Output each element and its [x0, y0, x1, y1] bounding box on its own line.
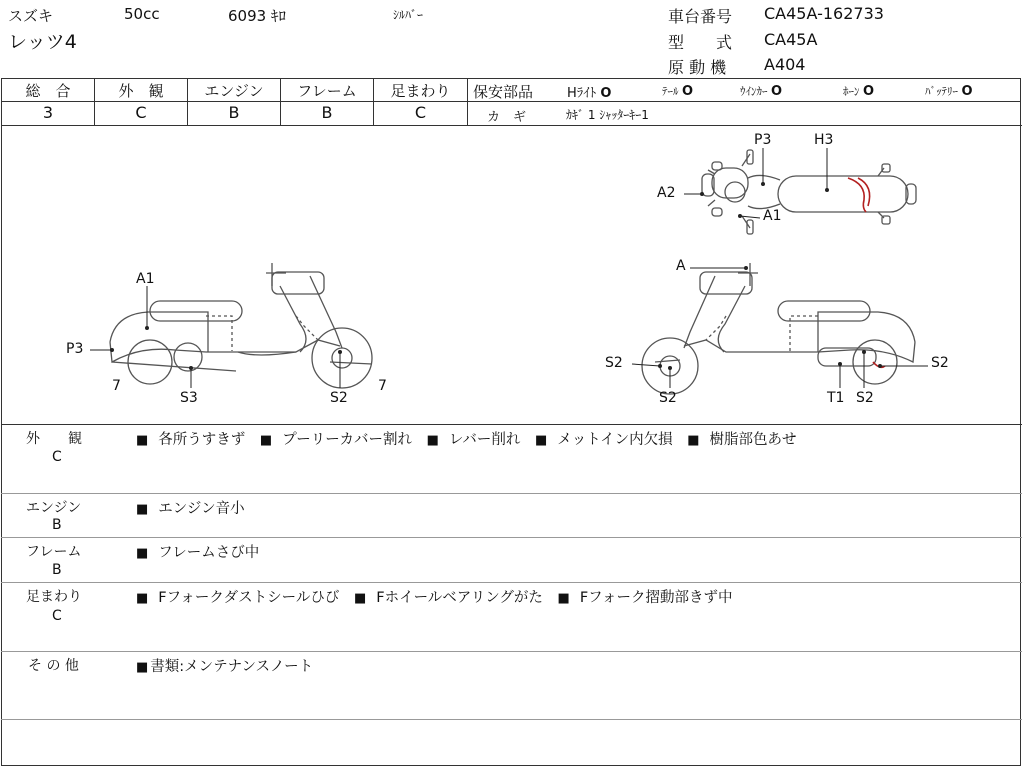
divider — [1, 537, 1022, 538]
engine-label: 原 動 機 — [668, 58, 727, 77]
safety-item-name: ｳｲﾝｶｰ — [740, 85, 768, 98]
divider — [1, 493, 1022, 494]
bullet: ■ — [136, 502, 149, 517]
note-item: レバー削れ — [448, 432, 521, 448]
note-item: Fフォークダストシールひび — [158, 590, 340, 606]
note-engine-grade: B — [52, 517, 62, 533]
note-engine-label: エンジン — [26, 500, 82, 516]
frame-no-label: 車台番号 — [668, 7, 733, 26]
divider — [468, 101, 1021, 102]
divider — [1, 719, 1022, 720]
diagram-label: A1 — [763, 208, 782, 224]
note-item: 各所うすきず — [158, 432, 246, 448]
divider — [1, 582, 1022, 583]
safety-mark: O — [771, 84, 783, 99]
diagram-label: S2 — [856, 390, 874, 406]
note-item: Fホイールベアリングがた — [376, 590, 543, 606]
bullet: ■ — [136, 591, 149, 606]
diagram-label: A — [676, 258, 686, 274]
key-label: カ ギ — [487, 110, 527, 125]
divider — [1, 101, 467, 102]
mileage: 6093 ｷﾛ — [228, 7, 286, 25]
bullet: ■ — [136, 660, 149, 675]
top-view-scooter — [702, 150, 916, 234]
note-other-items — [136, 655, 313, 676]
diagram-label: A1 — [136, 271, 155, 287]
diagram-label: 7 — [112, 378, 121, 394]
bullet: ■ — [136, 546, 149, 561]
note-item: 書類:メンテナンスノート — [150, 659, 314, 675]
note-item: メットイン内欠損 — [557, 432, 673, 448]
grade-engine-value: B — [228, 103, 240, 122]
grade-suspension-label: 足まわり — [390, 82, 451, 100]
grade-exterior-value: C — [135, 103, 147, 122]
note-item: エンジン音小 — [158, 501, 245, 517]
diagram-label: S3 — [180, 390, 198, 406]
color: ｼﾙﾊﾞｰ — [393, 8, 424, 22]
note-exterior-label: 外 観 — [26, 431, 82, 447]
safety-mark: O — [600, 86, 612, 101]
grade-engine-label: エンジン — [204, 82, 264, 100]
safety-item-name: Hﾗｲﾄ — [567, 86, 597, 101]
diagram-label: H3 — [814, 132, 834, 148]
damage-mark — [848, 178, 870, 212]
note-suspension-grade: C — [52, 608, 62, 624]
note-suspension-items — [136, 586, 732, 607]
note-engine-items — [136, 497, 245, 518]
divider — [1, 651, 1022, 652]
bullet: ■ — [353, 591, 367, 606]
safety-item-headlight — [567, 82, 611, 101]
model-code-label: 型 式 — [668, 33, 733, 52]
note-other-label: そ の 他 — [28, 658, 79, 674]
bullet: ■ — [557, 591, 570, 606]
divider — [467, 78, 468, 125]
safety-mark: O — [682, 84, 694, 99]
note-exterior-grade: C — [52, 449, 62, 465]
safety-item-winker — [740, 83, 782, 99]
grade-frame-value: B — [321, 103, 333, 122]
safety-mark: O — [863, 84, 875, 99]
diagram-label: P3 — [66, 341, 84, 357]
diagram-label: S2 — [659, 390, 677, 406]
bullet: ■ — [426, 433, 439, 448]
safety-item-tail — [662, 83, 693, 99]
diagram-label: 7 — [378, 378, 387, 394]
diagram-label: S2 — [330, 390, 348, 406]
safety-item-battery — [925, 83, 973, 99]
maker: スズキ — [8, 7, 54, 25]
note-item: プーリーカバー割れ — [282, 432, 412, 448]
model-name: レッツ4 — [8, 31, 77, 53]
frame-no: CA45A-162733 — [764, 4, 884, 23]
grade-frame-label: フレーム — [297, 82, 357, 100]
bullet: ■ — [535, 433, 548, 448]
diagram-label: A2 — [657, 185, 676, 201]
safety-item-name: ﾃｰﾙ — [662, 85, 679, 98]
diagram-label: P3 — [754, 132, 772, 148]
note-frame-grade: B — [52, 562, 62, 578]
safety-mark: O — [961, 84, 973, 99]
safety-label: 保安部品 — [473, 83, 534, 101]
grade-suspension-value: C — [414, 103, 427, 122]
grade-overall-label: 総 合 — [25, 82, 71, 100]
note-frame-label: フレーム — [26, 544, 82, 560]
safety-item-name: ﾊﾞｯﾃﾘｰ — [925, 85, 958, 98]
note-item: Fフォーク摺動部きず中 — [579, 590, 733, 606]
grade-overall-value: 3 — [42, 103, 54, 122]
note-frame-items — [136, 541, 259, 562]
grade-exterior-label: 外 観 — [118, 82, 164, 100]
engine: A404 — [764, 55, 806, 74]
model-code: CA45A — [764, 30, 818, 49]
displacement: 50cc — [124, 5, 160, 23]
bullet: ■ — [259, 433, 273, 448]
diagram-label: S2 — [605, 355, 623, 371]
key-value: ｶｷﾞ 1 ｼｬｯﾀｰｷｰ1 — [566, 108, 649, 122]
note-item: 樹脂部色あせ — [709, 432, 797, 448]
bullet: ■ — [136, 433, 149, 448]
diagram-label: S2 — [931, 355, 949, 371]
right-view-scooter — [642, 263, 915, 394]
note-exterior-items — [136, 428, 796, 449]
divider — [1, 424, 1022, 425]
note-suspension-label: 足まわり — [26, 589, 82, 605]
note-item: フレームさび中 — [158, 545, 260, 561]
safety-item-name: ﾎｰﾝ — [843, 85, 860, 98]
diagram-label: T1 — [827, 390, 845, 406]
bullet: ■ — [687, 433, 700, 448]
safety-item-horn — [843, 83, 874, 99]
